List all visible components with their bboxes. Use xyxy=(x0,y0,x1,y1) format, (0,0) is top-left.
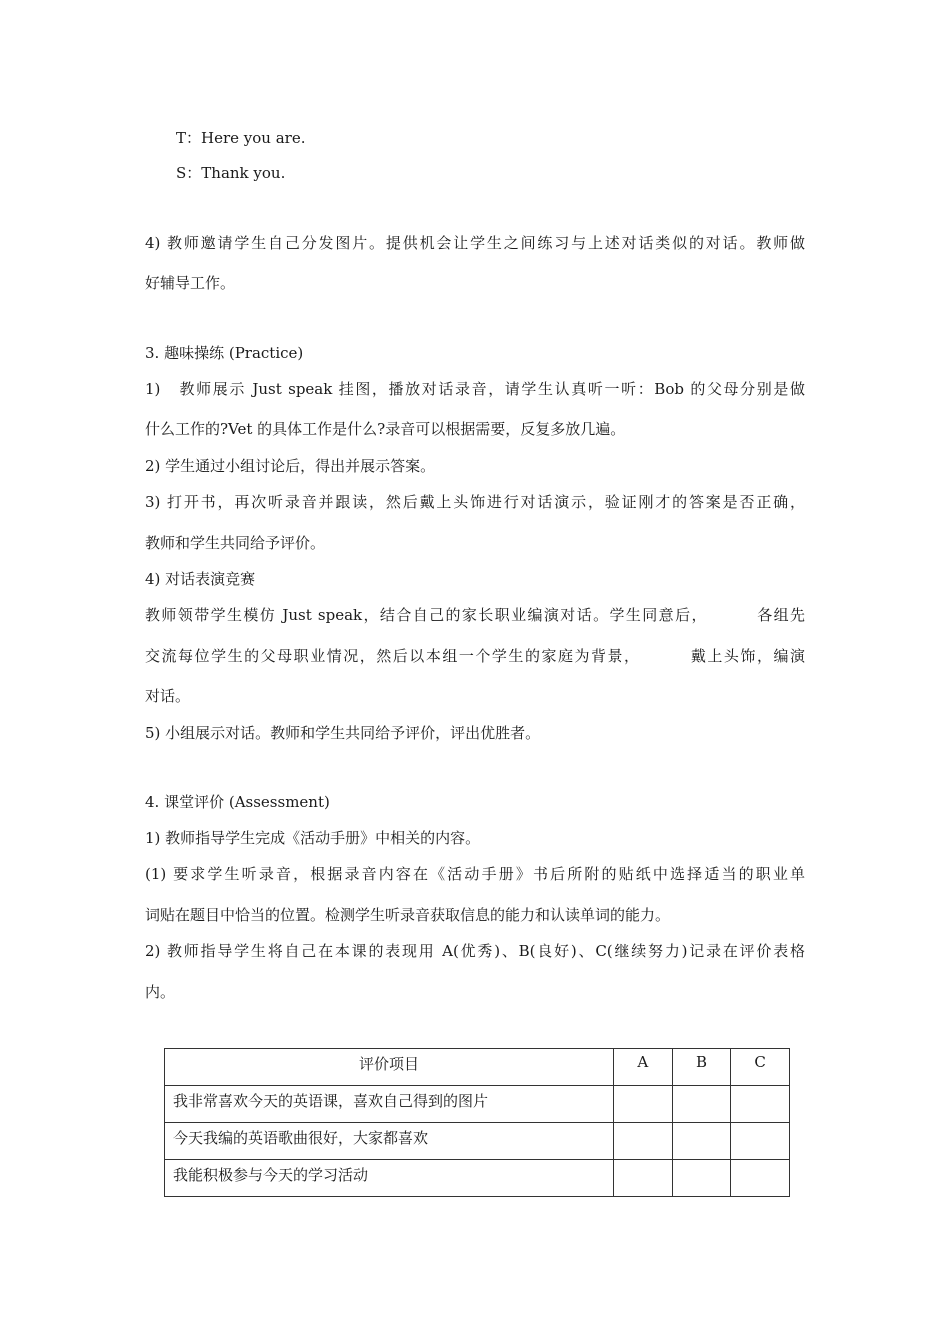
assessment-line: 词贴在题目中恰当的位置。检测学生听录音获取信息的能力和认读单词的能力。 xyxy=(145,906,671,924)
grade-a-cell[interactable] xyxy=(614,1160,673,1197)
assessment-heading: 4. 课堂评价 (Assessment) xyxy=(145,793,330,811)
practice-line: 对话。 xyxy=(145,687,191,705)
practice-line: 1) 教师展示 Just speak 挂图，播放对话录音，请学生认真听一听：Bob 的父母分别是做 xyxy=(145,380,805,398)
evaluation-item-cell: 今天我编的英语歌曲很好，大家都喜欢 xyxy=(165,1123,614,1160)
grade-b-cell[interactable] xyxy=(672,1160,731,1197)
step-4-line-1: 4) 教师邀请学生自己分发图片。提供机会让学生之间练习与上述对话类似的对话。教师做 xyxy=(145,234,805,252)
practice-line: 2) 学生通过小组讨论后，得出并展示答案。 xyxy=(145,457,436,475)
grade-c-cell[interactable] xyxy=(731,1086,790,1123)
assessment-line: 2) 教师指导学生将自己在本课的表现用 A(优秀)、B(良好)、C(继续努力)记录在评价表格 xyxy=(145,942,805,960)
grade-b-cell[interactable] xyxy=(672,1086,731,1123)
practice-line: 交流每位学生的父母职业情况，然后以本组一个学生的家庭为背景， 戴上头饰，编演 xyxy=(145,647,805,665)
table-row xyxy=(165,1123,790,1160)
table-header-row xyxy=(165,1049,790,1086)
grade-a-cell[interactable] xyxy=(614,1123,673,1160)
evaluation-item-cell: 我能积极参与今天的学习活动 xyxy=(165,1160,614,1197)
assessment-line: (1) 要求学生听录音，根据录音内容在《活动手册》书后所附的贴纸中选择适当的职业单 xyxy=(145,865,805,883)
evaluation-item-cell: 我非常喜欢今天的英语课，喜欢自己得到的图片 xyxy=(165,1086,614,1123)
assessment-line: 内。 xyxy=(145,983,176,1001)
grade-c-cell[interactable] xyxy=(731,1160,790,1197)
table-row xyxy=(165,1086,790,1123)
practice-line: 4) 对话表演竞赛 xyxy=(145,570,256,588)
header-grade-a: A xyxy=(614,1049,673,1086)
grade-c-cell[interactable] xyxy=(731,1123,790,1160)
practice-line: 教师和学生共同给予评价。 xyxy=(145,534,326,552)
header-grade-b: B xyxy=(672,1049,731,1086)
practice-heading: 3. 趣味操练 (Practice) xyxy=(145,344,304,362)
evaluation-table xyxy=(164,1048,790,1197)
practice-line: 3) 打开书，再次听录音并跟读，然后戴上头饰进行对话演示，验证刚才的答案是否正确， xyxy=(145,493,805,511)
practice-line: 什么工作的?Vet 的具体工作是什么?录音可以根据需要，反复多放几遍。 xyxy=(145,420,626,438)
header-grade-c: C xyxy=(731,1049,790,1086)
table-row xyxy=(165,1160,790,1197)
practice-line: 5) 小组展示对话。教师和学生共同给予评价，评出优胜者。 xyxy=(145,724,541,742)
header-evaluation-item: 评价项目 xyxy=(165,1049,614,1086)
grade-a-cell[interactable] xyxy=(614,1086,673,1123)
grade-b-cell[interactable] xyxy=(672,1123,731,1160)
step-4-line-2: 好辅导工作。 xyxy=(145,274,236,292)
practice-line: 教师领带学生模仿 Just speak，结合自己的家长职业编演对话。学生同意后， 各组先 xyxy=(145,606,805,624)
dialogue-teacher-line: T：Here you are. xyxy=(176,129,306,147)
assessment-line: 1) 教师指导学生完成《活动手册》中相关的内容。 xyxy=(145,829,481,847)
dialogue-student-line: S：Thank you. xyxy=(176,164,286,182)
